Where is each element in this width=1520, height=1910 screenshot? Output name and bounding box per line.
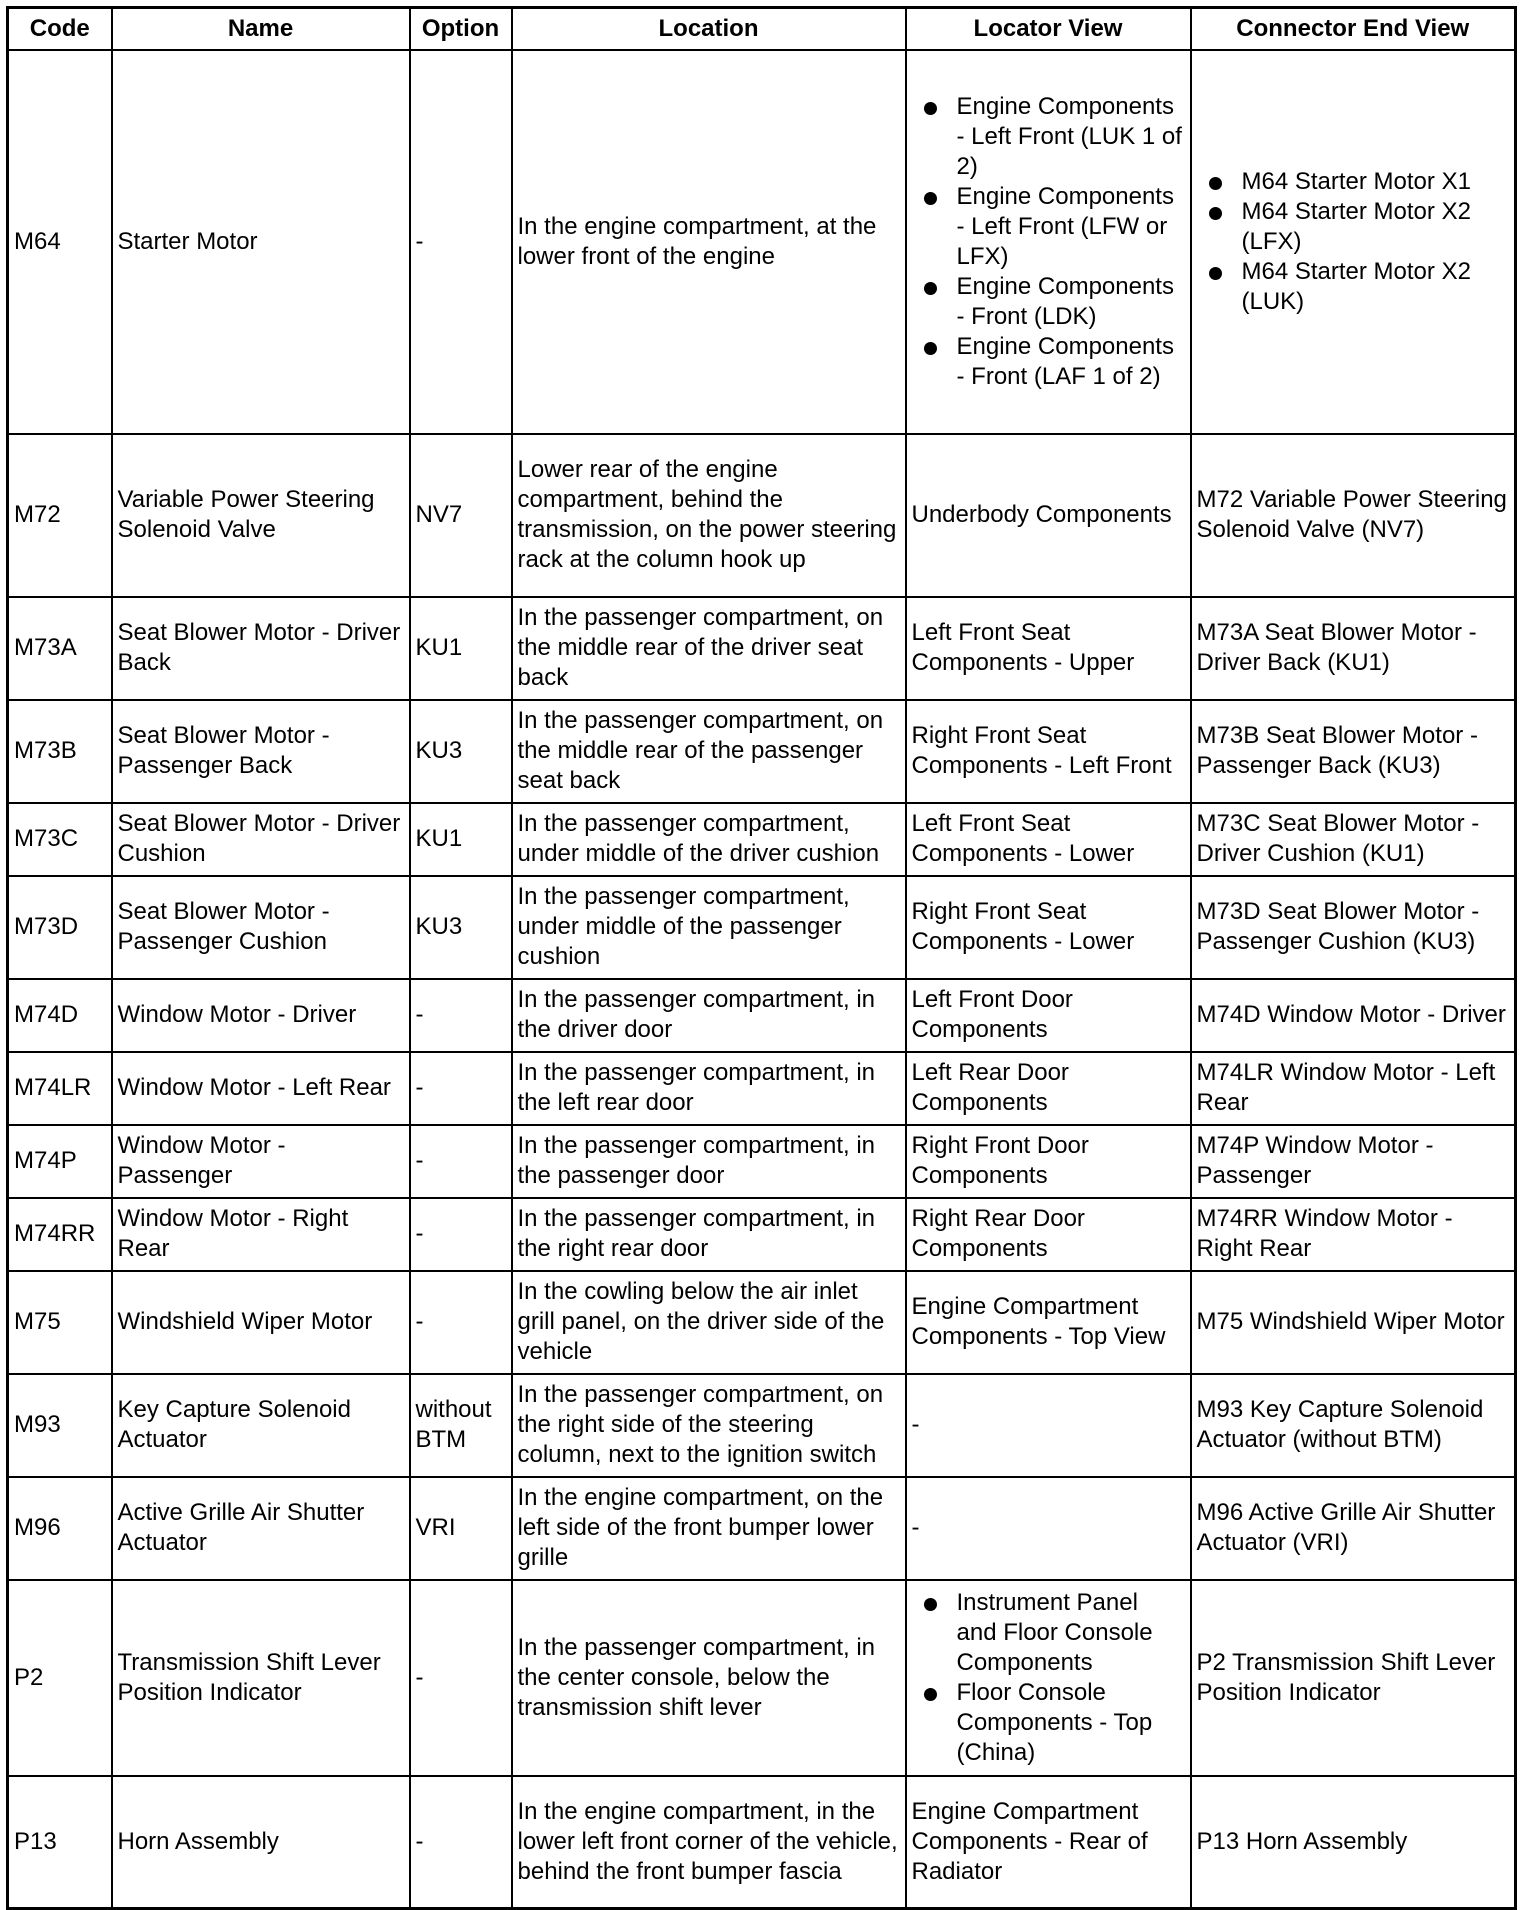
cell-locator-view: Right Front Door Components	[906, 1125, 1191, 1198]
table-row	[8, 1052, 1516, 1125]
component-locator-table	[6, 6, 1517, 1910]
cell-connector-end-view	[1191, 50, 1516, 434]
cell-location: In the engine compartment, on the left side of the front bumper lower grille	[512, 1477, 906, 1580]
cell-code: M74P	[8, 1125, 112, 1198]
cell-code: M73A	[8, 597, 112, 700]
cell-option: -	[410, 1052, 512, 1125]
cell-code: M73C	[8, 803, 112, 876]
cell-option: -	[410, 1125, 512, 1198]
cell-locator-view: Right Front Seat Components - Lower	[906, 876, 1191, 979]
cell-name: Key Capture Solenoid Actuator	[112, 1374, 410, 1477]
cell-connector-end-view: M73B Seat Blower Motor - Passenger Back (KU3)	[1191, 700, 1516, 803]
cell-location: In the passenger compartment, on the right side of the steering column, next to the ignition switch	[512, 1374, 906, 1477]
cell-connector-end-view: M74LR Window Motor - Left Rear	[1191, 1052, 1516, 1125]
header-locator-view: Locator View	[906, 8, 1191, 50]
table-row	[8, 1271, 1516, 1374]
table-row	[8, 50, 1516, 434]
bullet-item: Engine Components - Front (LDK)	[957, 272, 1185, 332]
header-option: Option	[410, 8, 512, 50]
cell-locator-view: Left Rear Door Components	[906, 1052, 1191, 1125]
cell-locator-view: Underbody Components	[906, 434, 1191, 597]
cell-code: M64	[8, 50, 112, 434]
cell-connector-end-view: M93 Key Capture Solenoid Actuator (without BTM)	[1191, 1374, 1516, 1477]
cell-option: NV7	[410, 434, 512, 597]
cell-option: VRI	[410, 1477, 512, 1580]
table-row	[8, 1580, 1516, 1776]
cell-option: without BTM	[410, 1374, 512, 1477]
cell-code: P13	[8, 1776, 112, 1909]
cell-code: M74LR	[8, 1052, 112, 1125]
cell-location: In the passenger compartment, in the passenger door	[512, 1125, 906, 1198]
cell-connector-end-view: M75 Windshield Wiper Motor	[1191, 1271, 1516, 1374]
bullet-list	[1197, 167, 1510, 317]
cell-location: In the passenger compartment, in the center console, below the transmission shift lever	[512, 1580, 906, 1776]
cell-option: KU1	[410, 803, 512, 876]
bullet-list	[912, 1588, 1185, 1768]
header-code: Code	[8, 8, 112, 50]
cell-option: -	[410, 979, 512, 1052]
table-row	[8, 1776, 1516, 1909]
cell-option: KU3	[410, 700, 512, 803]
cell-option: -	[410, 1776, 512, 1909]
cell-location: In the passenger compartment, under middle of the driver cushion	[512, 803, 906, 876]
cell-name: Window Motor - Passenger	[112, 1125, 410, 1198]
cell-location: In the engine compartment, in the lower left front corner of the vehicle, behind the front bumper fascia	[512, 1776, 906, 1909]
cell-name: Seat Blower Motor - Driver Cushion	[112, 803, 410, 876]
table-row	[8, 1125, 1516, 1198]
cell-code: M96	[8, 1477, 112, 1580]
cell-name: Seat Blower Motor - Driver Back	[112, 597, 410, 700]
cell-name: Active Grille Air Shutter Actuator	[112, 1477, 410, 1580]
table-row	[8, 1374, 1516, 1477]
table-row	[8, 700, 1516, 803]
cell-code: M74D	[8, 979, 112, 1052]
cell-name: Window Motor - Left Rear	[112, 1052, 410, 1125]
bullet-item: Instrument Panel and Floor Console Components	[957, 1588, 1185, 1678]
cell-connector-end-view: M72 Variable Power Steering Solenoid Valve (NV7)	[1191, 434, 1516, 597]
bullet-item: Engine Components - Left Front (LFW or LFX)	[957, 182, 1185, 272]
cell-name: Starter Motor	[112, 50, 410, 434]
cell-name: Seat Blower Motor - Passenger Cushion	[112, 876, 410, 979]
cell-code: M93	[8, 1374, 112, 1477]
cell-code: M72	[8, 434, 112, 597]
cell-option: -	[410, 1580, 512, 1776]
cell-connector-end-view: P2 Transmission Shift Lever Position Indicator	[1191, 1580, 1516, 1776]
table-row	[8, 597, 1516, 700]
cell-connector-end-view: M73A Seat Blower Motor - Driver Back (KU1)	[1191, 597, 1516, 700]
cell-locator-view: Left Front Door Components	[906, 979, 1191, 1052]
cell-locator-view: Right Front Seat Components - Left Front	[906, 700, 1191, 803]
bullet-item: Floor Console Components - Top (China)	[957, 1678, 1185, 1768]
cell-connector-end-view: M73C Seat Blower Motor - Driver Cushion (KU1)	[1191, 803, 1516, 876]
table-row	[8, 803, 1516, 876]
table-row	[8, 1477, 1516, 1580]
cell-location: In the passenger compartment, under middle of the passenger cushion	[512, 876, 906, 979]
table-row	[8, 876, 1516, 979]
cell-name: Horn Assembly	[112, 1776, 410, 1909]
cell-location: In the passenger compartment, on the middle rear of the driver seat back	[512, 597, 906, 700]
cell-locator-view: -	[906, 1477, 1191, 1580]
cell-location: In the passenger compartment, in the left rear door	[512, 1052, 906, 1125]
header-connector-end-view: Connector End View	[1191, 8, 1516, 50]
cell-name: Transmission Shift Lever Position Indicator	[112, 1580, 410, 1776]
cell-name: Window Motor - Right Rear	[112, 1198, 410, 1271]
table-body	[8, 50, 1516, 1909]
cell-locator-view: Engine Compartment Components - Top View	[906, 1271, 1191, 1374]
header-row	[8, 8, 1516, 50]
cell-name: Windshield Wiper Motor	[112, 1271, 410, 1374]
cell-location: Lower rear of the engine compartment, behind the transmission, on the power steering rack at the column hook up	[512, 434, 906, 597]
header-name: Name	[112, 8, 410, 50]
cell-location: In the passenger compartment, on the middle rear of the passenger seat back	[512, 700, 906, 803]
cell-code: M73B	[8, 700, 112, 803]
cell-name: Seat Blower Motor - Passenger Back	[112, 700, 410, 803]
cell-connector-end-view: M74D Window Motor - Driver	[1191, 979, 1516, 1052]
bullet-item: Engine Components - Left Front (LUK 1 of 2)	[957, 92, 1185, 182]
cell-connector-end-view: M73D Seat Blower Motor - Passenger Cushion (KU3)	[1191, 876, 1516, 979]
cell-location: In the passenger compartment, in the right rear door	[512, 1198, 906, 1271]
cell-locator-view: Engine Compartment Components - Rear of Radiator	[906, 1776, 1191, 1909]
cell-locator-view: Left Front Seat Components - Lower	[906, 803, 1191, 876]
cell-locator-view: Right Rear Door Components	[906, 1198, 1191, 1271]
cell-location: In the passenger compartment, in the driver door	[512, 979, 906, 1052]
cell-location: In the cowling below the air inlet grill panel, on the driver side of the vehicle	[512, 1271, 906, 1374]
table-row	[8, 1198, 1516, 1271]
component-locator-table-container	[6, 6, 1514, 1896]
header-location: Location	[512, 8, 906, 50]
cell-connector-end-view: P13 Horn Assembly	[1191, 1776, 1516, 1909]
bullet-item: M64 Starter Motor X1	[1242, 167, 1510, 197]
cell-option: -	[410, 1271, 512, 1374]
cell-option: -	[410, 50, 512, 434]
cell-locator-view: -	[906, 1374, 1191, 1477]
table-row	[8, 979, 1516, 1052]
cell-option: KU1	[410, 597, 512, 700]
cell-locator-view: Left Front Seat Components - Upper	[906, 597, 1191, 700]
cell-locator-view	[906, 1580, 1191, 1776]
cell-code: M75	[8, 1271, 112, 1374]
cell-option: KU3	[410, 876, 512, 979]
cell-name: Window Motor - Driver	[112, 979, 410, 1052]
cell-code: M74RR	[8, 1198, 112, 1271]
cell-connector-end-view: M74P Window Motor - Passenger	[1191, 1125, 1516, 1198]
bullet-list	[912, 92, 1185, 392]
cell-connector-end-view: M74RR Window Motor - Right Rear	[1191, 1198, 1516, 1271]
cell-locator-view	[906, 50, 1191, 434]
cell-connector-end-view: M96 Active Grille Air Shutter Actuator (VRI)	[1191, 1477, 1516, 1580]
cell-option: -	[410, 1198, 512, 1271]
bullet-item: M64 Starter Motor X2 (LFX)	[1242, 197, 1510, 257]
cell-code: P2	[8, 1580, 112, 1776]
bullet-item: Engine Components - Front (LAF 1 of 2)	[957, 332, 1185, 392]
cell-location: In the engine compartment, at the lower front of the engine	[512, 50, 906, 434]
cell-name: Variable Power Steering Solenoid Valve	[112, 434, 410, 597]
table-row	[8, 434, 1516, 597]
bullet-item: M64 Starter Motor X2 (LUK)	[1242, 257, 1510, 317]
cell-code: M73D	[8, 876, 112, 979]
